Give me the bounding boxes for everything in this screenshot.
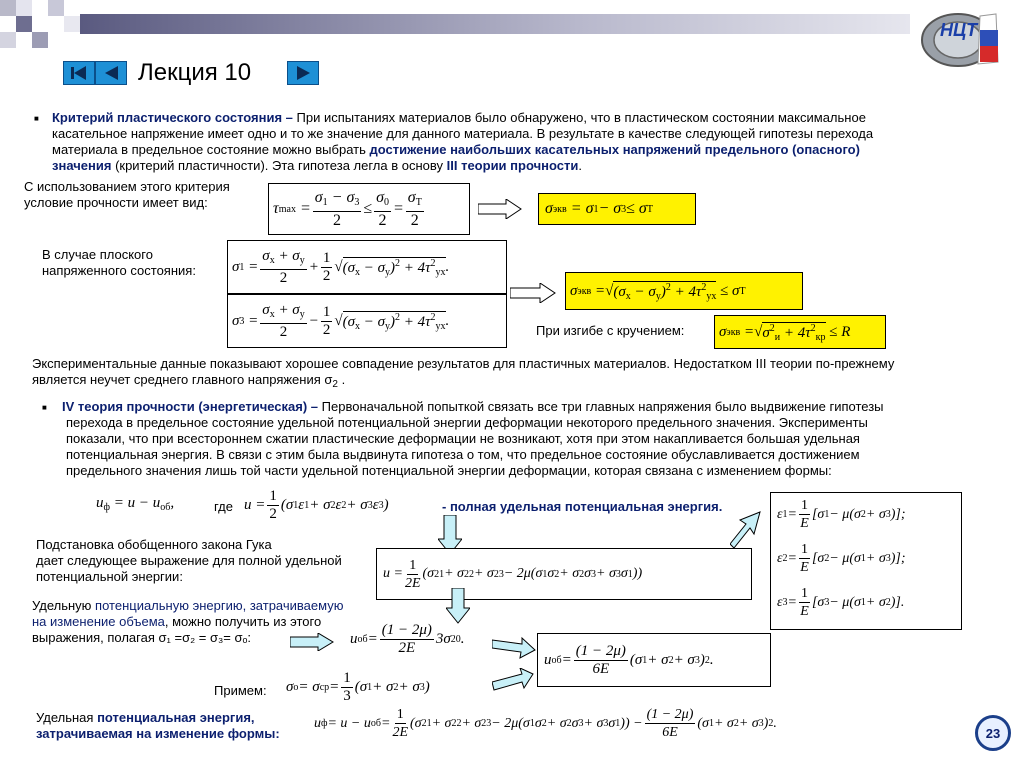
section4-line4: потенциальная энергия. В связи с этим была выдвинута гипотеза о том, что предельное состояние обуславливается достижением <box>66 447 860 462</box>
hooke-substitution-text <box>36 537 342 585</box>
where-label: где <box>214 499 233 514</box>
next-page-button[interactable] <box>287 61 319 85</box>
section3-period: . <box>578 158 582 173</box>
shape-line2: затрачиваемая на изменение формы: <box>36 726 280 741</box>
section4-line5: предельного значения лишь той части удельной потенциальной энергии деформации, которая связана с изменением формы: <box>66 463 832 478</box>
next-page-icon <box>288 62 318 84</box>
shape-line1b: потенциальная энергия, <box>97 710 255 725</box>
header-decor <box>0 0 1024 60</box>
section3-line1: При испытаниях материалов было обнаружено, что в пластическом состоянии максимальное <box>296 110 866 125</box>
arrow-icon <box>290 633 334 651</box>
prev-page-button[interactable] <box>95 61 127 85</box>
first-page-icon <box>64 62 94 84</box>
page-title: Лекция 10 <box>138 59 252 86</box>
shape-energy-formula: u ф = u − u об = $\frac{1}{2E}$ (σ 2 1 + σ 2 2 + σ 2 3 − 2μ(σ 1 σ 2 + σ 2 σ 3 + σ 3 σ 1 )) − $\frac{(1 - 2\mu)}{6E}$ (σ 1 + σ 2 + σ 3 ) 2 . <box>314 707 777 740</box>
prev-page-icon <box>96 62 126 84</box>
hooke-line1: Подстановка обобщенного закона Гука <box>36 537 272 552</box>
experimental-end: . <box>337 372 346 387</box>
full-energy-label: - полная удельная потенциальная энергия. <box>442 499 723 514</box>
shape-energy-definition: $u_ф = u - u_{об}$, <box>96 495 175 513</box>
condition-line2: условие прочности имеет вид: <box>24 195 208 210</box>
section3-line2: касательное напряжение имеет одно и то же значение для данного материала. В результате в качестве следующей гипотезы перехода <box>52 126 874 141</box>
plane-line1: В случае плоского <box>42 247 153 262</box>
section4-paragraph <box>62 399 1002 479</box>
hooke-law-strains: ε 1 = $\frac{1}{E}$ [σ 1 − μ(σ 2 + σ 3 )]; ε 2 = $\frac{1}{E}$ [σ 2 − μ(σ 1 + σ 3 )]; ε 3 = $\frac{1}{E}$ [σ 3 − μ(σ 1 + σ 2 )]. <box>770 492 962 630</box>
experimental-text <box>32 356 1002 393</box>
first-page-button[interactable] <box>63 61 95 85</box>
shape-energy-text <box>36 710 280 742</box>
vol-line1b: потенциальную энергию, затрачиваемую <box>95 598 344 613</box>
arrow-diagonal-icon <box>492 636 536 660</box>
hooke-line2: дает следующее выражение для полной удельной <box>36 553 342 568</box>
bending-torsion-formula: σ экв = √ $\sigma^2_и + 4\tau^2_{кр}$ ≤ R <box>714 315 886 349</box>
experimental-line1: Экспериментальные данные показывают хорошее совпадение результатов для пластичных материалов. Недостатком III теории по-прежнему <box>32 356 895 371</box>
vol-line2a: на изменение объема <box>32 614 165 629</box>
plane-line2: напряженного состояния: <box>42 263 196 278</box>
section3-line4: (критерий пластичности). Эта гипотеза легла в основу <box>115 158 444 173</box>
section4-line3: показали, что при всестороннем сжатии пластические деформации не возникают, хотя при этом накапливается большая удельная <box>66 431 860 446</box>
experimental-line2: является неучет среднего главного напряжения σ <box>32 372 333 387</box>
full-energy-expanded-formula: u = $\frac{1}{2E}$ (σ 2 1 + σ 2 2 + σ 2 3 − 2μ(σ 1 σ 2 + σ 2 σ 3 + σ 3 σ 1 )) <box>376 548 752 600</box>
arrow-diagonal-icon <box>492 668 534 692</box>
page-number-badge <box>975 715 1011 751</box>
sigma2-subscript: 2 <box>332 379 338 390</box>
section4-heading: IV теория прочности (энергетическая) – <box>62 399 319 414</box>
logo-text: НЦТ <box>940 20 978 40</box>
shape-line1a: Удельная <box>36 710 94 725</box>
section3-heading: Критерий пластического состояния – <box>52 110 293 125</box>
vol-line3: выражения, полагая σ₁ =σ₂ = σ₃= σₒ: <box>32 630 252 645</box>
volume-energy-final-formula: u об = $\frac{(1 - 2\mu)}{6E}$ (σ 1 + σ 2 + σ 3 ) 2 . <box>537 633 771 687</box>
section4-line1: Первоначальной попыткой связать все три главных напряжения было выдвижение гипотезы <box>321 399 884 414</box>
vol-line1a: Удельную <box>32 598 92 613</box>
section3-paragraph <box>52 110 992 174</box>
tau-max-formula: τ max = $\frac{\sigma_1 - \sigma_3}{2}$ ≤ $\frac{\sigma_0}{2}$ = $\frac{\sigma_T}{2}$ <box>268 183 470 235</box>
accept-label: Примем: <box>214 683 267 698</box>
third-theory-label: III теории прочности <box>446 158 579 173</box>
condition-line1: С использованием этого критерия <box>24 179 230 194</box>
sigma3-formula: σ 3 = $\frac{\sigma_x + \sigma_y}{2}$ − $\frac{1}{2}$ √ $(\sigma_x - \sigma_y)^2 + 4\tau^2_{yx}$ . <box>227 294 507 348</box>
plane-stress-text <box>42 247 196 279</box>
sigma1-formula: σ 1 = $\frac{\sigma_x + \sigma_y}{2}$ + $\frac{1}{2}$ √ $(\sigma_x - \sigma_y)^2 + 4\tau^2_{yx}$ . <box>227 240 507 294</box>
bullet-icon: ■ <box>42 403 47 412</box>
logo <box>918 10 1000 68</box>
full-energy-formula: u = $\frac{1}{2}$ (σ 1 ε 1 + σ 2 ε 2 + σ 3 ε 3 ) <box>244 488 389 522</box>
arrow-down-icon <box>446 588 470 624</box>
bullet-icon: ■ <box>34 114 39 123</box>
section3-highlight1: достижение наибольших касательных напряжений предельного (опасного) <box>369 142 860 157</box>
hooke-line3: потенциальной энергии: <box>36 569 183 584</box>
bending-torsion-label: При изгибе с кручением: <box>536 323 685 338</box>
arrow-icon <box>478 199 522 219</box>
section3-highlight2: значения <box>52 158 112 173</box>
section4-line2: перехода в предельное состояние удельной потенциальной энергии деформации некоторого предельного значения. Эксперименты <box>66 415 868 430</box>
arrow-icon <box>510 283 556 303</box>
mean-stress-formula: σ о = σ ср = $\frac{1}{3}$ (σ 1 + σ 2 + σ 3 ) <box>286 670 430 704</box>
condition-text <box>24 179 230 211</box>
arrow-diagonal-icon <box>730 510 764 550</box>
equivalent-stress-formula: σ экв = σ 1 − σ 3 ≤ σ T <box>538 193 696 225</box>
vol-line2b: , можно получить из этого <box>164 614 322 629</box>
section3-line3: материала в предельное состояние можно выбрать <box>52 142 366 157</box>
equivalent-stress-plane-formula: σ экв = √ $(\sigma_x - \sigma_y)^2 + 4\tau^2_{yx}$ ≤ σ T <box>565 272 803 310</box>
volume-energy-formula: u об = $\frac{(1 - 2\mu)}{2E}$ 3σ 2 0 . <box>350 622 465 656</box>
page-number: 23 <box>985 725 1001 741</box>
